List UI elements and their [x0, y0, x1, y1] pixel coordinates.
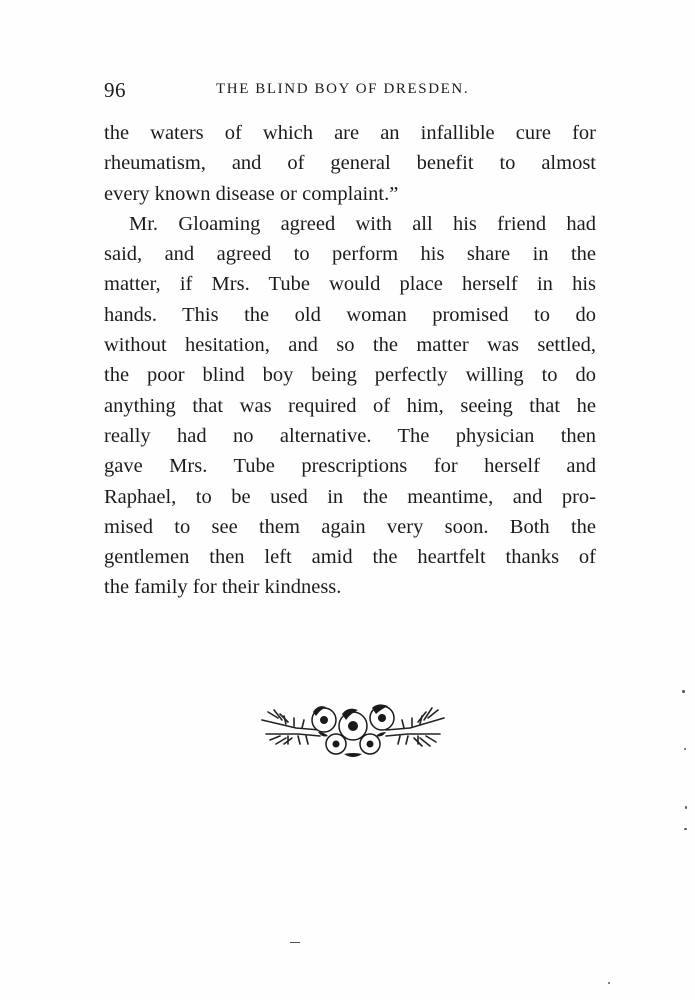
text-line: said, and agreed to perform his share in the	[104, 243, 596, 266]
text-line: the family for their kindness.	[104, 576, 342, 599]
text-line: hands. This the old woman promised to do	[104, 303, 596, 326]
ink-speck	[682, 690, 685, 693]
running-title: THE BLIND BOY OF DRESDEN.	[216, 81, 470, 97]
text-line: rheumatism, and of general benefit to almost	[104, 152, 596, 175]
ink-speck	[685, 806, 687, 809]
text-line: without hesitation, and so the matter was settled,	[104, 334, 596, 357]
text-line: Mr. Gloaming agreed with all his friend had	[129, 212, 596, 235]
text-line: gentlemen then left amid the heartfelt thanks of	[104, 546, 596, 569]
text-line: really had no alternative. The physician then	[104, 424, 596, 447]
text-line: the waters of which are an infallible cure for	[104, 122, 596, 144]
ink-speck	[608, 982, 610, 984]
text-line: matter, if Mrs. Tube would place herself in his	[104, 273, 596, 296]
text-line: anything that was required of him, seeing that he	[104, 394, 596, 417]
text-line: every known disease or complaint.”	[104, 182, 399, 205]
ink-speck	[684, 828, 687, 830]
body-text	[104, 118, 596, 603]
text-line: gave Mrs. Tube prescriptions for herself and	[104, 455, 596, 478]
running-head	[104, 78, 596, 104]
text-line: mised to see them again very soon. Both the	[104, 515, 596, 538]
text-line: Raphael, to be used in the meantime, and pro-	[104, 485, 596, 508]
ink-speck	[290, 942, 300, 943]
ink-speck	[684, 748, 686, 750]
text-line: the poor blind boy being perfectly willing to do	[104, 364, 596, 387]
page-number: 96	[104, 78, 126, 102]
floral-tailpiece-icon	[258, 698, 448, 764]
